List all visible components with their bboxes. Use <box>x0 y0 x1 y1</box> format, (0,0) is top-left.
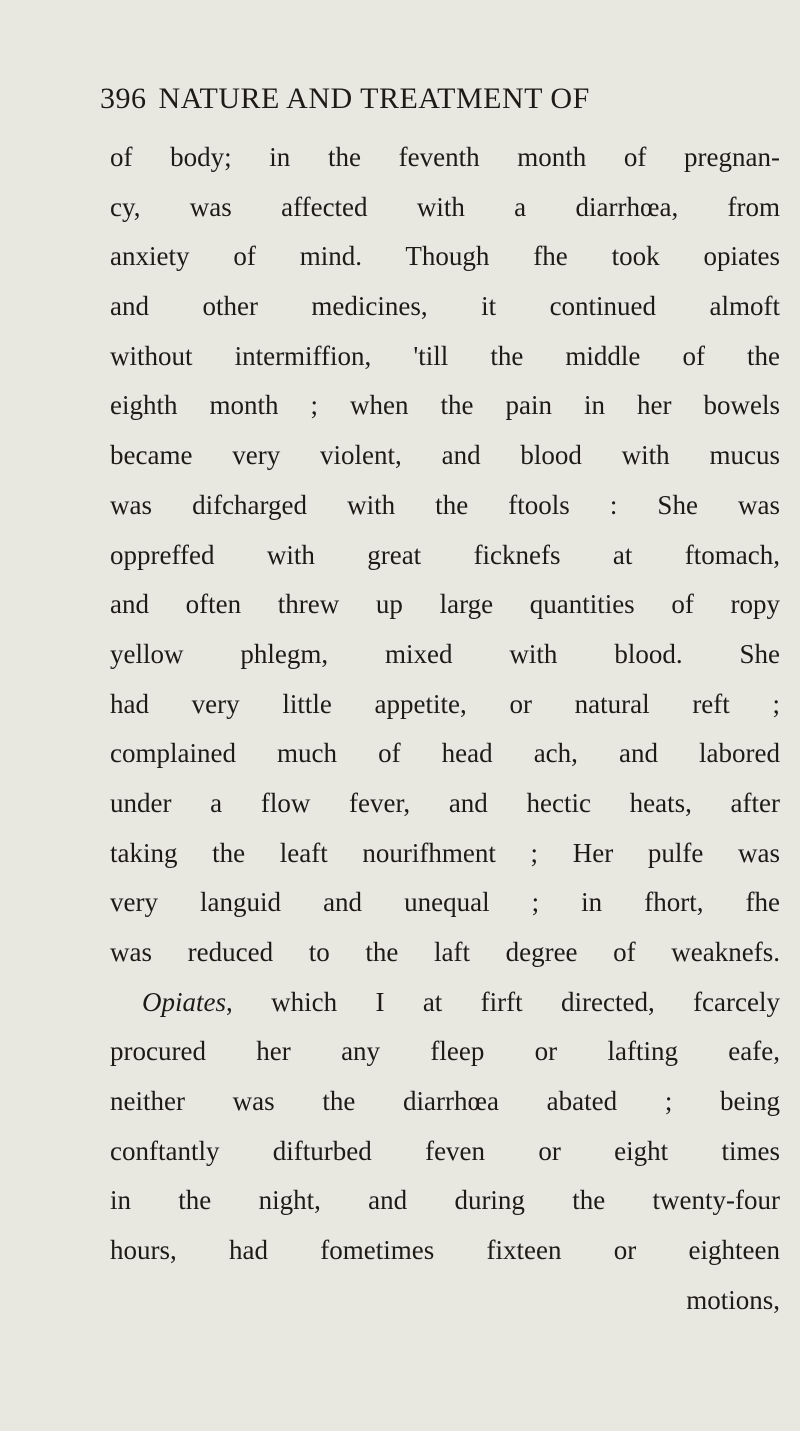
text-fragment: , which I at firft directed, fcarcely <box>226 986 780 1017</box>
text-line: anxiety of mind. Though fhe took opiates <box>110 241 780 272</box>
text-line: taking the leaft nourifhment ; Her pulfe was <box>110 837 780 868</box>
text-line: and other medicines, it continued almoft <box>110 291 780 322</box>
running-title: NATURE AND TREATMENT OF <box>158 82 590 115</box>
text-line: of body; in the feventh month of pregnan- <box>110 142 780 172</box>
text-line: oppreffed with great ficknefs at ftomach, <box>110 539 780 570</box>
page-number: 396 <box>100 82 147 115</box>
italic-lead-word: Opiates <box>142 986 226 1017</box>
text-line: cy, was affected with a diarrhœa, from <box>110 191 780 222</box>
text-line: was difcharged with the ftools : She was <box>110 489 780 520</box>
text-line: had very little appetite, or natural reft ; <box>110 688 780 719</box>
text-line: neither was the diarrhœa abated ; being <box>110 1086 780 1117</box>
text-line: yellow phlegm, mixed with blood. She <box>110 638 780 669</box>
text-line: and often threw up large quantities of ropy <box>110 589 780 620</box>
paragraph-first-line <box>110 978 780 1028</box>
text-line: eighth month ; when the pain in her bowels <box>110 390 780 421</box>
text-line: under a flow fever, and hectic heats, after <box>110 787 780 818</box>
text-line: was reduced to the laft degree of weaknefs. <box>110 937 780 967</box>
text-line: procured her any fleep or lafting eafe, <box>110 1036 780 1067</box>
running-header <box>100 82 700 130</box>
text-line: very languid and unequal ; in fhort, fhe <box>110 887 780 918</box>
text-line: conftantly difturbed feven or eight times <box>110 1135 780 1166</box>
text-line: without intermiffion, 'till the middle of the <box>110 340 780 371</box>
text-line: became very violent, and blood with mucus <box>110 440 780 471</box>
text-line: in the night, and during the twenty-four <box>110 1185 780 1216</box>
text-line: complained much of head ach, and labored <box>110 738 780 769</box>
catchword: motions, <box>686 1284 780 1315</box>
body-text <box>110 133 780 1326</box>
text-line: hours, had fometimes fixteen or eighteen <box>110 1235 780 1266</box>
